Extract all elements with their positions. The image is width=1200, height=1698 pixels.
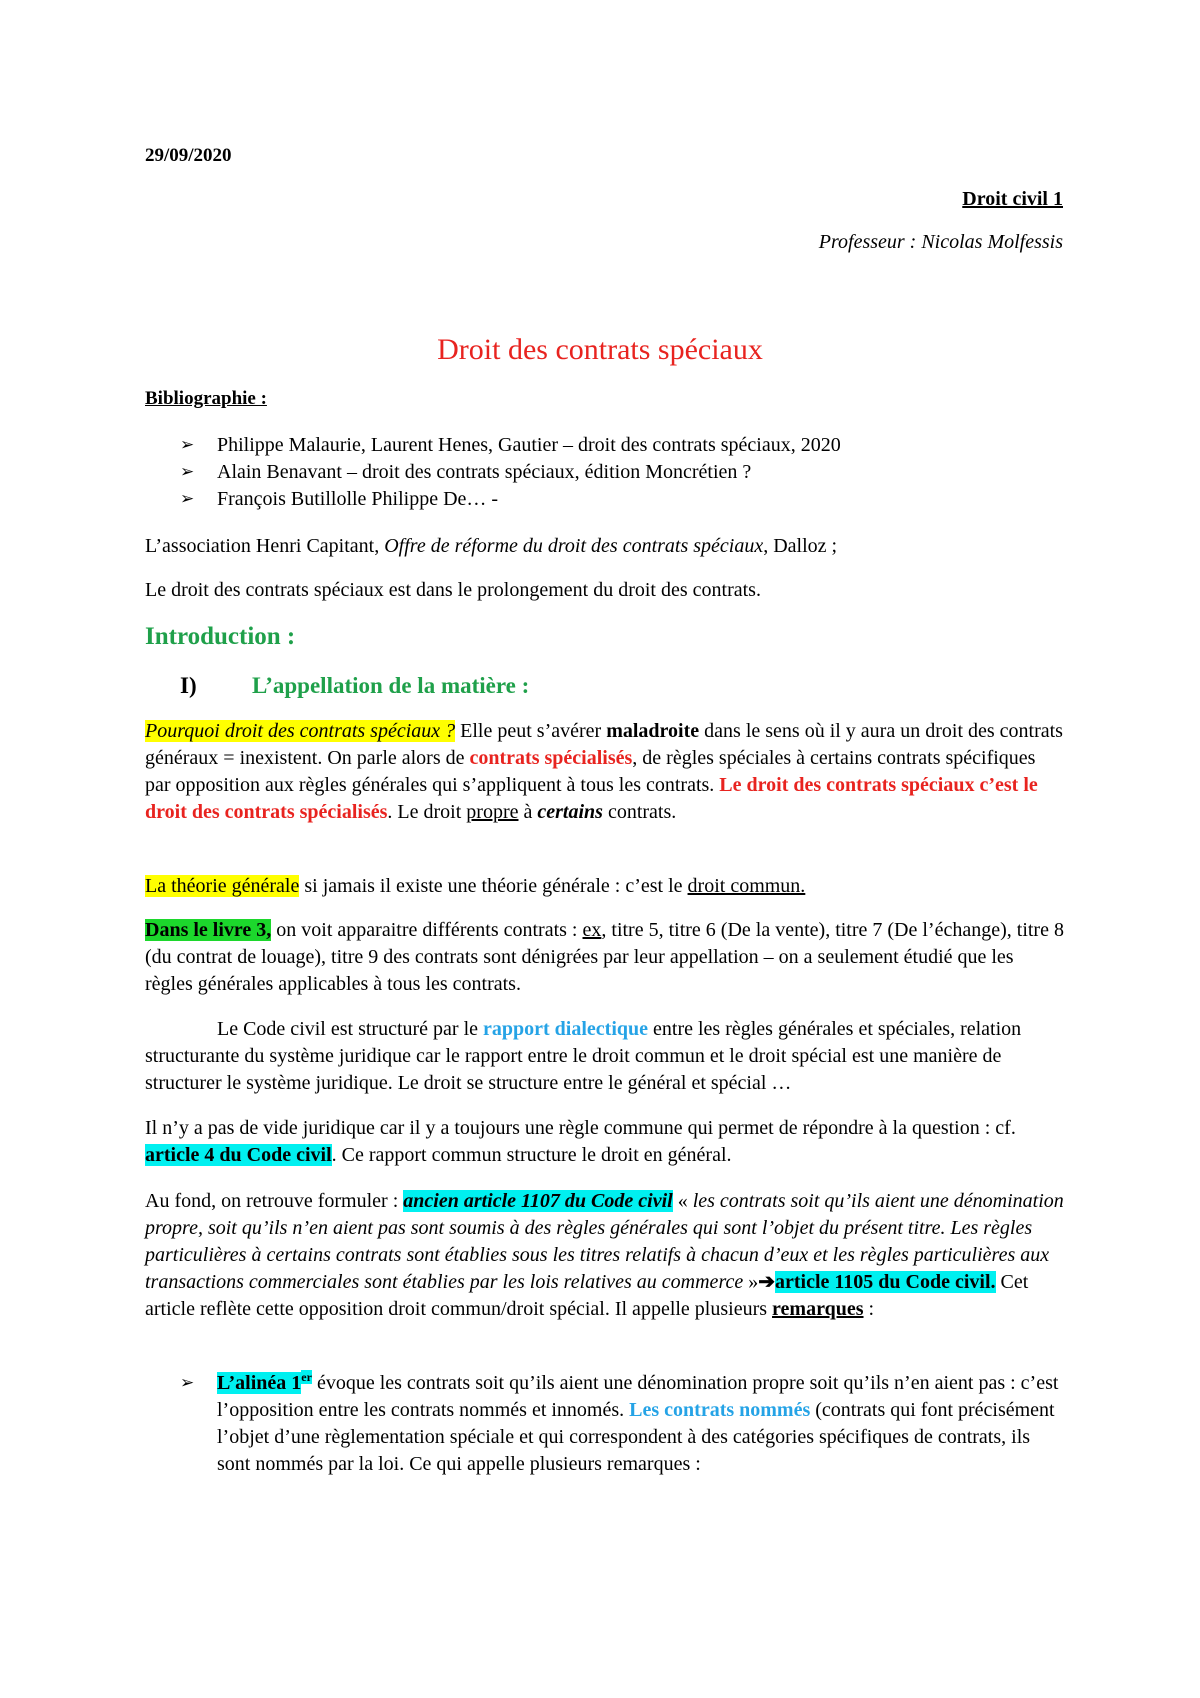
intro-heading: Introduction : (145, 623, 296, 650)
list-item: ➢ Philippe Malaurie, Laurent Henes, Gautier – droit des contrats spéciaux, 2020 (180, 432, 841, 459)
paragraph-vide-juridique: Il n’y a pas de vide juridique car il y a toujours une règle commune qui permet de répondre à la question : cf. article 4 du Code civil. Ce rapport commun structure le droit en général. (145, 1117, 1016, 1166)
paragraph-pourquoi: Pourquoi droit des contrats spéciaux ? Elle peut s’avérer maladroite dans le sens où il y aura un droit des contrats généraux = inexistent. On parle alors de contrats spécialisés, de règles spéciales à certains contrats spécifiques par opposition aux règles générales qui s’appliquent à tous les contrats. Le droit des contrats spéciaux c’est le droit des contrats spécialisés. Le droit propre à certains contrats. (145, 720, 1063, 823)
list-item: ➢ L’alinéa 1er évoque les contrats soit qu’ils aient une dénomination propre soit qu’ils n’en aient pas : c’est l’opposition entre les contrats nommés et innomés. Les contrats nommés (contrats qui font précisément l’objet d’une règlementation spéciale et qui correspondent à des catégories spécifiques de contrats, ils sont nommés par la loi. Ce qui appelle plusieurs remarques : (180, 1370, 1059, 1475)
page-title: Droit des contrats spéciaux (437, 333, 763, 366)
arrow-bullet-icon: ➢ (180, 435, 195, 455)
list-item: ➢ Alain Benavant – droit des contrats spéciaux, édition Moncrétien ? (180, 459, 841, 486)
list-item: ➢ François Butillolle Philippe De… - (180, 486, 841, 513)
section-heading: I) L’appellation de la matière : (180, 673, 530, 698)
professor: Professeur : Nicolas Molfessis (818, 231, 1063, 253)
paragraph-association: L’association Henri Capitant, Offre de réforme du droit des contrats spéciaux, Dalloz ; (145, 535, 838, 557)
date: 29/09/2020 (145, 145, 232, 166)
paragraph-theorie: La théorie générale si jamais il existe une théorie générale : c’est le droit commun. (145, 875, 806, 897)
bibliography-list (180, 432, 841, 513)
bibliography-heading: Bibliographie : (145, 388, 267, 409)
arrow-bullet-icon: ➢ (180, 462, 195, 482)
paragraph-prolongement: Le droit des contrats spéciaux est dans le prolongement du droit des contrats. (145, 579, 761, 601)
paragraph-au-fond: Au fond, on retrouve formuler : ancien article 1107 du Code civil « les contrats soit qu’ils aient une dénomination propre, soit qu’ils n’en aient pas sont soumis à des règles générales qui sont l’objet du présent titre. Les règles particulières à certains contrats sont établies sous les titres relatifs à chacun d’eux et les règles particulières aux transactions commerciales sont établies par les lois relatives au commerce »➔article 1105 du Code civil. Cet article reflète cette opposition droit commun/droit spécial. Il appelle plusieurs remarques : (145, 1190, 1064, 1320)
paragraph-code-civil: Le Code civil est structuré par le rapport dialectique entre les règles générales et spéciales, relation structurante du système juridique car le rapport entre le droit commun et le droit spécial est une manière de structurer le système juridique. Le droit se structure entre le général et spécial … (145, 1018, 1022, 1094)
right-arrow-icon: ➔ (758, 1271, 775, 1293)
arrow-bullet-icon: ➢ (180, 489, 195, 509)
course-title: Droit civil 1 (962, 188, 1063, 210)
arrow-bullet-icon: ➢ (180, 1373, 195, 1393)
paragraph-livre: Dans le livre 3, on voit apparaitre différents contrats : ex, titre 5, titre 6 (De la vente), titre 7 (De l’échange), titre 8 (du contrat de louage), titre 9 des contrats sont dénigrées par leur appellation – on a seulement étudié que les règles générales applicables à tous les contrats. (145, 919, 1064, 995)
remarks-list (180, 1370, 1065, 1478)
